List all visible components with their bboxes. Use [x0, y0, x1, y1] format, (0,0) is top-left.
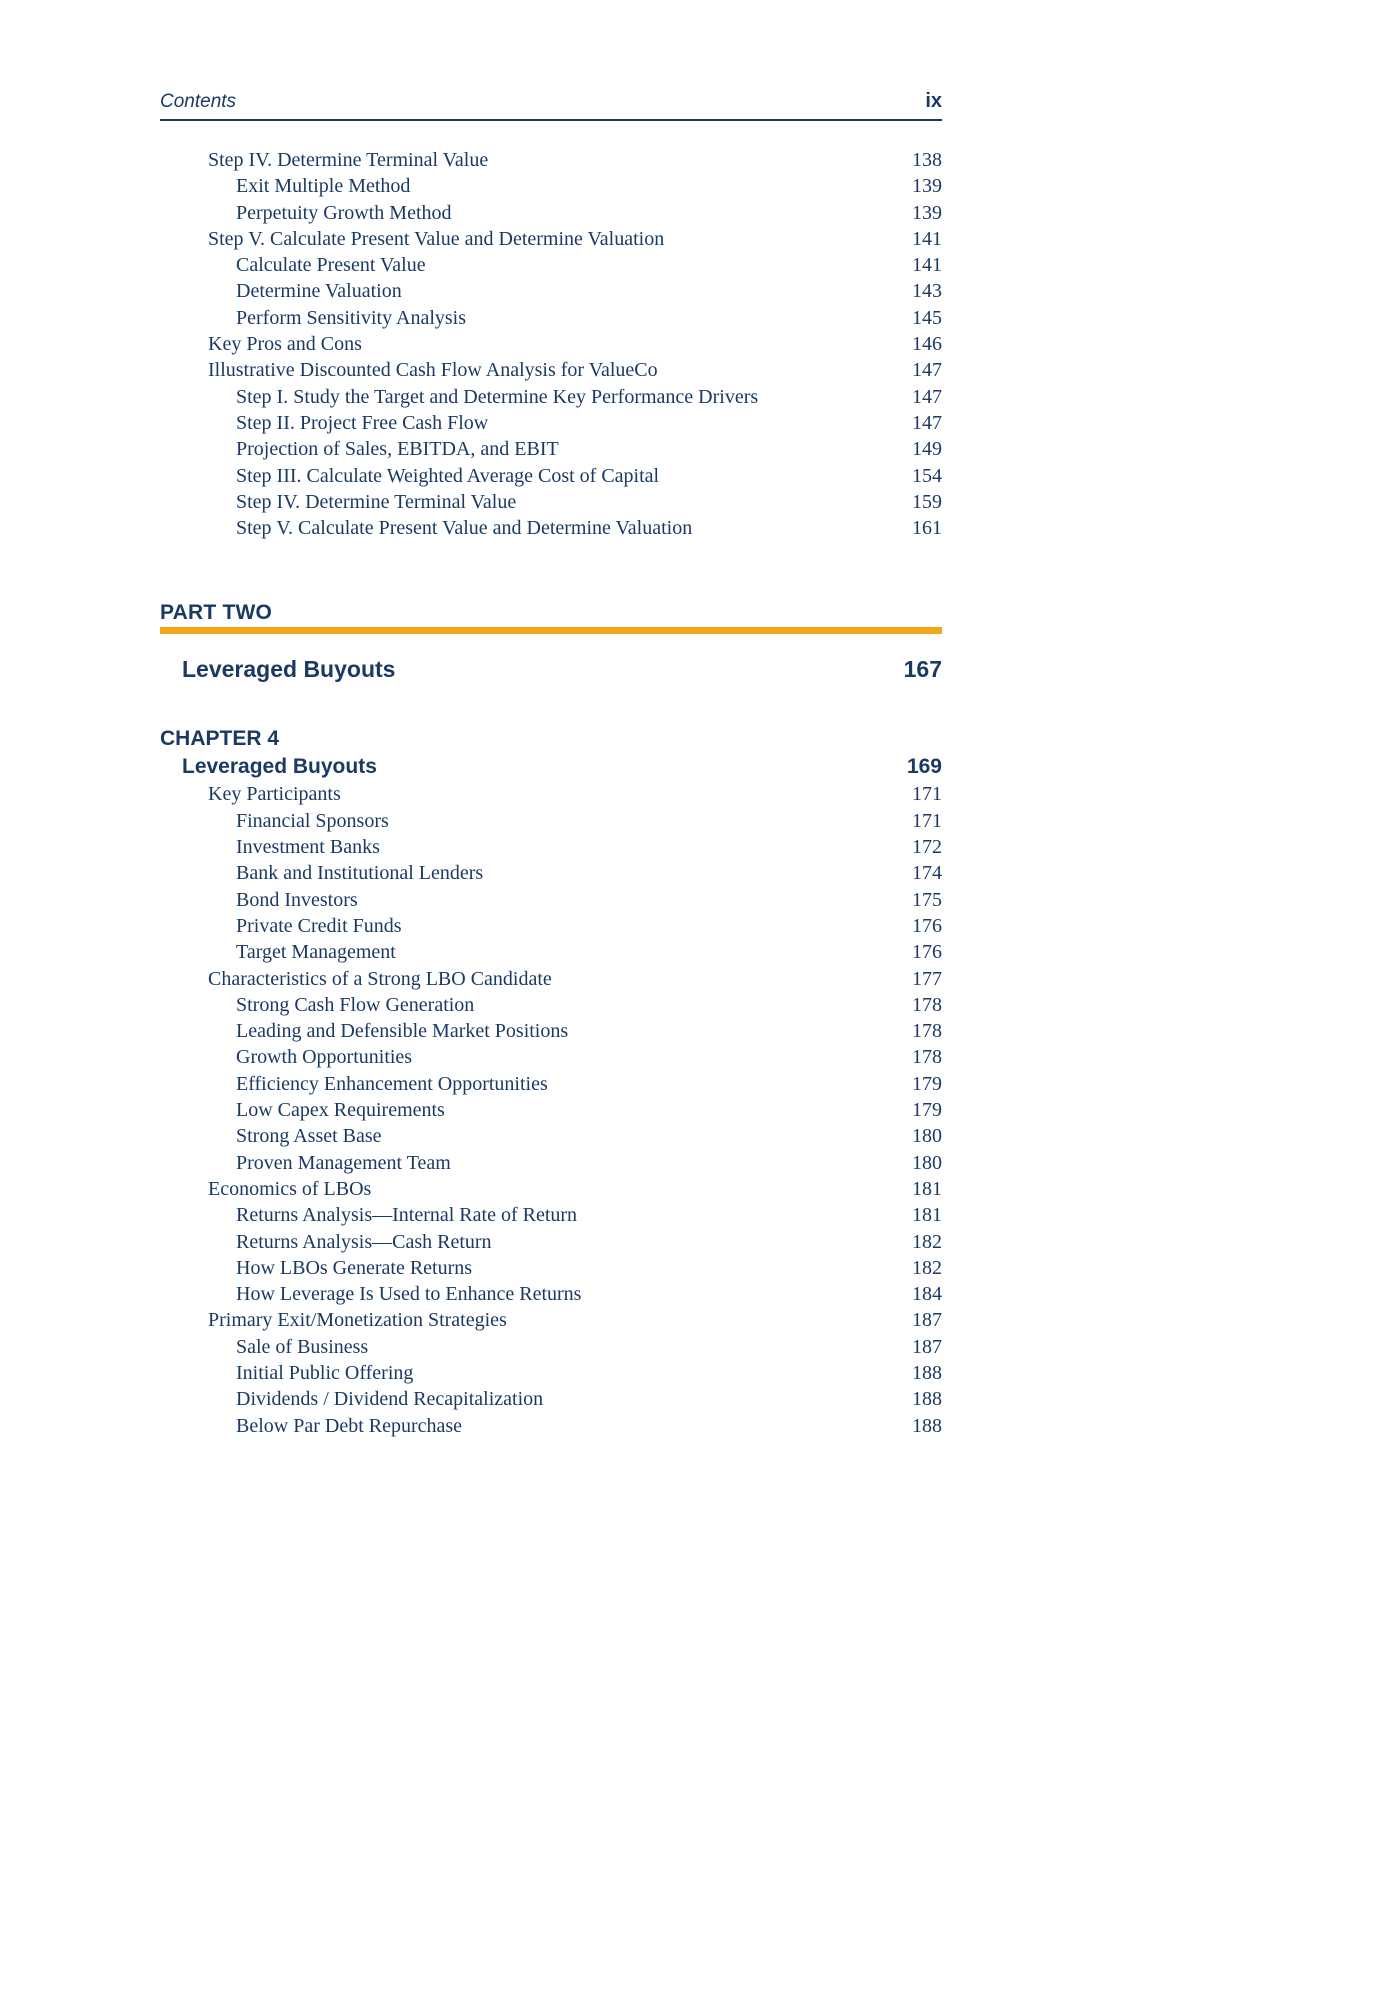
toc-entry: [160, 226, 942, 252]
toc-entry-label: Growth Opportunities: [236, 1046, 413, 1069]
toc-entry-label: Illustrative Discounted Cash Flow Analysis for ValueCo: [208, 359, 658, 382]
toc-entry-label: Financial Sponsors: [236, 809, 389, 832]
toc-entry-label: Perpetuity Growth Method: [236, 201, 452, 224]
running-header-title: Contents: [160, 91, 237, 112]
toc-entry: [160, 1386, 942, 1412]
toc-section-chapter4: [160, 781, 942, 1438]
toc-entry-label: Step II. Project Free Cash Flow: [236, 411, 489, 434]
chapter-title-row: [160, 755, 942, 779]
toc-entry-label: Target Management: [236, 941, 396, 964]
toc-entry: [160, 966, 942, 992]
toc-entry-label: Key Pros and Cons: [208, 333, 362, 356]
toc-section-chapter3-continued: [160, 147, 942, 541]
toc-entry: [160, 252, 942, 278]
toc-entry-page: 171: [912, 809, 942, 832]
toc-entry: [160, 305, 942, 331]
toc-entry: [160, 147, 942, 173]
toc-entry-label: Strong Asset Base: [236, 1125, 382, 1148]
toc-entry-label: Projection of Sales, EBITDA, and EBIT: [236, 438, 559, 461]
toc-entry: [160, 887, 942, 913]
toc-entry-page: 176: [912, 914, 942, 937]
toc-entry: [160, 1413, 942, 1439]
toc-entry-page: 178: [912, 1020, 942, 1043]
toc-entry-page: 177: [912, 967, 942, 990]
toc-entry: [160, 1123, 942, 1149]
toc-entry-page: 147: [912, 359, 942, 382]
toc-entry: [160, 463, 942, 489]
toc-entry-page: 154: [912, 464, 942, 487]
toc-entry: [160, 173, 942, 199]
toc-entry-page: 175: [912, 888, 942, 911]
toc-entry: [160, 357, 942, 383]
toc-entry-label: Step I. Study the Target and Determine Key Performance Drivers: [236, 385, 759, 408]
toc-entry-label: Step V. Calculate Present Value and Determine Valuation: [208, 227, 665, 250]
toc-entry-label: Dividends / Dividend Recapitalization: [236, 1388, 544, 1411]
toc-entry-label: Bank and Institutional Lenders: [236, 862, 484, 885]
toc-entry: [160, 1360, 942, 1386]
toc-entry-page: 184: [912, 1283, 942, 1306]
toc-entry-page: 181: [912, 1177, 942, 1200]
part-label: PART TWO: [160, 601, 273, 625]
toc-entry: [160, 1334, 942, 1360]
toc-entry-page: 159: [912, 490, 942, 513]
part-title-row: [160, 656, 942, 683]
toc-entry-page: 179: [912, 1099, 942, 1122]
toc-entry-page: 145: [912, 306, 942, 329]
gold-divider-rule: [160, 627, 942, 634]
toc-entry-label: Calculate Present Value: [236, 254, 426, 277]
toc-entry-label: Low Capex Requirements: [236, 1099, 445, 1122]
toc-entry: [160, 834, 942, 860]
toc-entry-page: 161: [912, 517, 942, 540]
toc-entry: [160, 939, 942, 965]
toc-entry: [160, 1202, 942, 1228]
toc-entry: [160, 436, 942, 462]
toc-entry-label: Private Credit Funds: [236, 914, 402, 937]
toc-entry-page: 139: [912, 175, 942, 198]
part-two-block: [160, 601, 942, 683]
toc-entry-label: Sale of Business: [236, 1335, 369, 1358]
toc-entry-page: 147: [912, 385, 942, 408]
toc-entry-page: 178: [912, 993, 942, 1016]
toc-entry-page: 188: [912, 1414, 942, 1437]
toc-entry-label: Key Participants: [208, 783, 341, 806]
toc-entry-page: 188: [912, 1361, 942, 1384]
toc-entry-label: How LBOs Generate Returns: [236, 1256, 473, 1279]
toc-entry: [160, 1044, 942, 1070]
toc-entry-page: 182: [912, 1230, 942, 1253]
toc-entry: [160, 1281, 942, 1307]
toc-entry-label: Strong Cash Flow Generation: [236, 993, 475, 1016]
chapter-title: Leveraged Buyouts: [182, 755, 377, 779]
toc-entry: [160, 1071, 942, 1097]
toc-entry-page: 146: [912, 333, 942, 356]
toc-entry-page: 187: [912, 1335, 942, 1358]
toc-entry-page: 180: [912, 1151, 942, 1174]
chapter-page: 169: [906, 755, 942, 779]
toc-entry-label: Proven Management Team: [236, 1151, 451, 1174]
toc-entry: [160, 410, 942, 436]
toc-entry: [160, 331, 942, 357]
toc-entry-label: Perform Sensitivity Analysis: [236, 306, 466, 329]
page-number-roman: ix: [925, 90, 942, 112]
toc-entry-label: Initial Public Offering: [236, 1361, 414, 1384]
toc-entry-label: Step V. Calculate Present Value and Determine Valuation: [236, 517, 693, 540]
toc-entry-label: Efficiency Enhancement Opportunities: [236, 1072, 548, 1095]
toc-entry: [160, 200, 942, 226]
part-title: Leveraged Buyouts: [182, 656, 396, 683]
toc-entry-page: 188: [912, 1388, 942, 1411]
contents-page: [160, 90, 942, 1439]
toc-entry-page: 143: [912, 280, 942, 303]
toc-entry: [160, 992, 942, 1018]
toc-entry-label: Exit Multiple Method: [236, 175, 411, 198]
toc-entry: [160, 1097, 942, 1123]
toc-entry-label: Economics of LBOs: [208, 1177, 372, 1200]
chapter-4-block: [160, 727, 942, 1438]
toc-entry: [160, 515, 942, 541]
toc-entry-label: Returns Analysis—Cash Return: [236, 1230, 492, 1253]
toc-entry-page: 181: [912, 1204, 942, 1227]
toc-entry-label: Investment Banks: [236, 836, 380, 859]
chapter-label: CHAPTER 4: [160, 727, 280, 751]
toc-entry-page: 178: [912, 1046, 942, 1069]
toc-entry-label: Bond Investors: [236, 888, 358, 911]
toc-entry: [160, 860, 942, 886]
toc-entry-page: 180: [912, 1125, 942, 1148]
toc-entry: [160, 913, 942, 939]
toc-entry-page: 182: [912, 1256, 942, 1279]
toc-entry: [160, 1176, 942, 1202]
toc-entry-label: Leading and Defensible Market Positions: [236, 1020, 569, 1043]
toc-entry-page: 141: [912, 254, 942, 277]
toc-entry: [160, 1018, 942, 1044]
toc-entry: [160, 781, 942, 807]
toc-entry-label: Step III. Calculate Weighted Average Cost of Capital: [236, 464, 660, 487]
toc-entry: [160, 489, 942, 515]
toc-entry-label: Characteristics of a Strong LBO Candidate: [208, 967, 552, 990]
toc-entry-page: 172: [912, 836, 942, 859]
running-header: [160, 90, 942, 121]
toc-entry: [160, 278, 942, 304]
toc-entry: [160, 384, 942, 410]
toc-entry-page: 179: [912, 1072, 942, 1095]
toc-entry-page: 149: [912, 438, 942, 461]
part-page: 167: [903, 656, 942, 683]
toc-entry-page: 174: [912, 862, 942, 885]
toc-entry-label: Determine Valuation: [236, 280, 402, 303]
toc-entry: [160, 1229, 942, 1255]
toc-entry: [160, 1307, 942, 1333]
toc-entry-label: How Leverage Is Used to Enhance Returns: [236, 1283, 582, 1306]
toc-entry: [160, 808, 942, 834]
toc-entry: [160, 1150, 942, 1176]
toc-entry-page: 187: [912, 1309, 942, 1332]
toc-entry-label: Step IV. Determine Terminal Value: [208, 149, 489, 171]
toc-entry-page: 171: [912, 783, 942, 806]
toc-entry-label: Step IV. Determine Terminal Value: [236, 490, 517, 513]
toc-entry-label: Returns Analysis—Internal Rate of Return: [236, 1204, 578, 1227]
toc-entry-label: Below Par Debt Repurchase: [236, 1414, 463, 1437]
toc-entry-page: 138: [912, 149, 942, 171]
toc-entry-page: 147: [912, 411, 942, 434]
toc-entry: [160, 1255, 942, 1281]
toc-entry-page: 139: [912, 201, 942, 224]
toc-entry-label: Primary Exit/Monetization Strategies: [208, 1309, 507, 1332]
toc-entry-page: 141: [912, 227, 942, 250]
toc-entry-page: 176: [912, 941, 942, 964]
